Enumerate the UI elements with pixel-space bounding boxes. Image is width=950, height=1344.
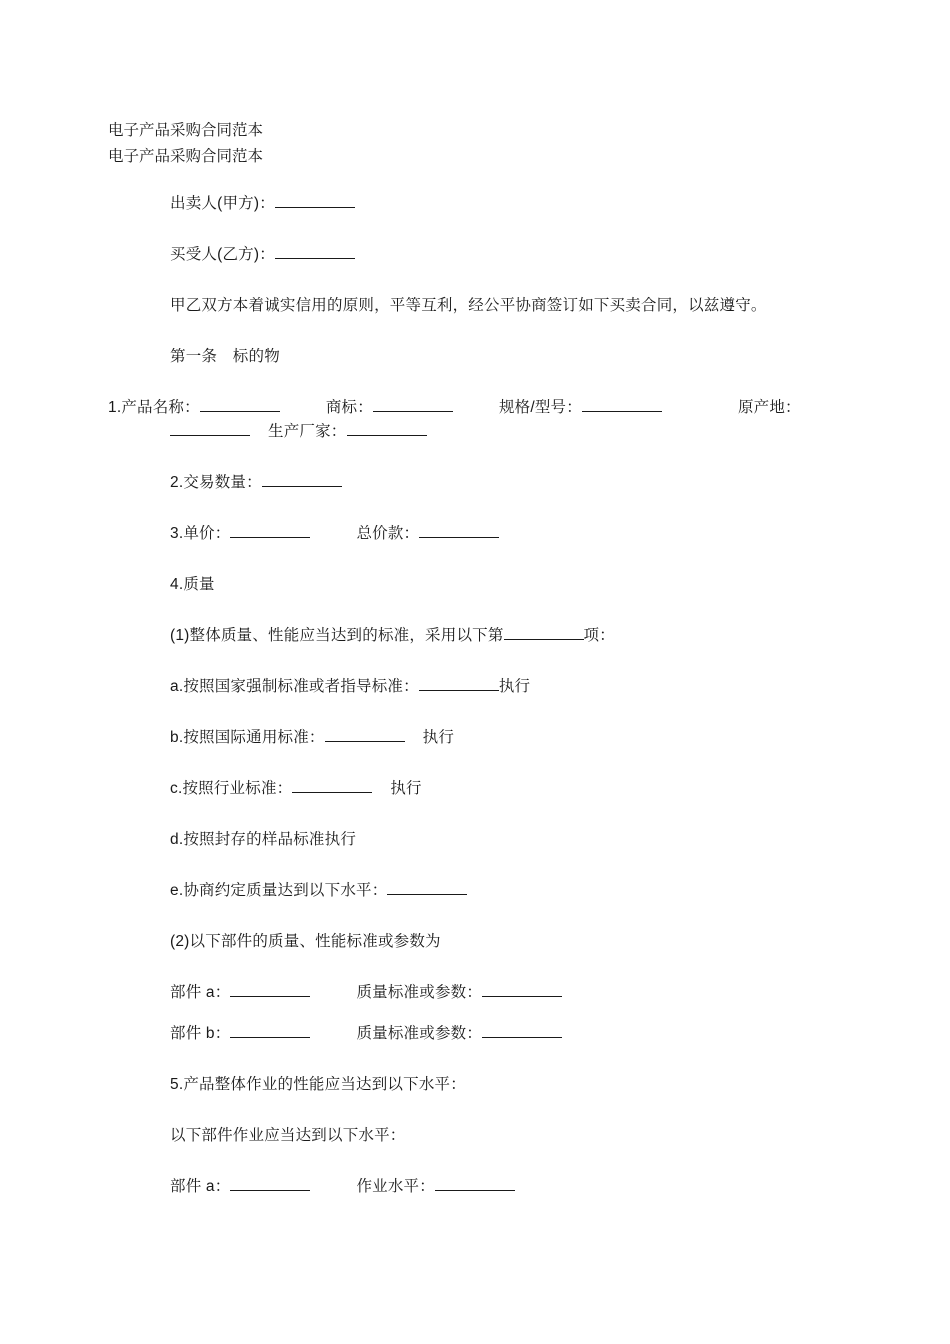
item-3-line xyxy=(170,522,858,546)
item-4-a-line xyxy=(170,675,858,699)
part-a-level-line xyxy=(170,1175,858,1199)
factory-label: 生产厂家： xyxy=(268,423,347,440)
part-b-blank[interactable] xyxy=(230,1037,310,1038)
item-4-b-line xyxy=(170,726,858,750)
buyer-line xyxy=(170,243,858,267)
document-title: 电子产品采购合同范本 xyxy=(108,122,264,139)
total-price-label: 总价款： xyxy=(356,525,420,542)
part-b-line xyxy=(170,1022,858,1046)
article-one-heading: 第一条 标的物 xyxy=(170,348,280,365)
item-4-c-line xyxy=(170,777,858,801)
industry-standard-blank[interactable] xyxy=(292,792,372,793)
unit-price-blank[interactable] xyxy=(230,537,310,538)
part-a-label: 部件 a： xyxy=(170,984,231,1001)
buyer-label: 买受人(乙方)： xyxy=(170,246,275,263)
unit-price-label: 3.单价： xyxy=(170,525,231,542)
seller-label: 出卖人(甲方)： xyxy=(170,195,275,212)
international-standard-label: b.按照国际通用标准： xyxy=(170,729,325,746)
overall-quality-label: (1)整体质量、性能应当达到的标准，采用以下第 xyxy=(170,627,504,644)
part-a-line xyxy=(170,981,858,1005)
industry-standard-suffix: 执行 xyxy=(390,780,422,797)
product-name-label: 1.产品名称： xyxy=(108,399,200,416)
national-standard-label: a.按照国家强制标准或者指导标准： xyxy=(170,678,419,695)
spec-blank[interactable] xyxy=(582,411,662,412)
item-4-1-line xyxy=(170,624,858,648)
document-subtitle: 电子产品采购合同范本 xyxy=(108,148,264,165)
overall-quality-blank[interactable] xyxy=(504,639,584,640)
spec-label: 规格/型号： xyxy=(498,399,582,416)
factory-blank[interactable] xyxy=(347,435,427,436)
part-b-standard-label: 质量标准或参数： xyxy=(356,1025,483,1042)
industry-standard-label: c.按照行业标准： xyxy=(170,780,293,797)
international-standard-blank[interactable] xyxy=(325,741,405,742)
item-4-e-line xyxy=(170,879,858,903)
item-4-d-line: d.按照封存的样品标准执行 xyxy=(170,831,357,848)
part-b-label: 部件 b： xyxy=(170,1025,231,1042)
part-a-blank[interactable] xyxy=(230,996,310,997)
part-a-level-label: 作业水平： xyxy=(356,1178,435,1195)
international-standard-suffix: 执行 xyxy=(422,729,455,746)
total-price-blank[interactable] xyxy=(419,537,499,538)
item-5-heading: 5.产品整体作业的性能应当达到以下水平： xyxy=(170,1076,466,1093)
item-4-heading: 4.质量 xyxy=(170,576,215,593)
seller-line xyxy=(170,192,858,216)
trademark-blank[interactable] xyxy=(373,411,453,412)
item-2-line xyxy=(170,471,858,495)
seller-blank[interactable] xyxy=(275,207,355,208)
part-a-standard-blank[interactable] xyxy=(482,996,562,997)
item-5-sub-heading: 以下部件作业应当达到以下水平： xyxy=(170,1127,406,1144)
agreed-quality-blank[interactable] xyxy=(387,894,467,895)
part-a-level-blank[interactable] xyxy=(435,1190,515,1191)
part-b-standard-blank[interactable] xyxy=(482,1037,562,1038)
quantity-label: 2.交易数量： xyxy=(170,474,262,491)
national-standard-suffix: 执行 xyxy=(498,678,531,695)
origin-label: 原产地： xyxy=(737,399,801,416)
item-4-2-heading: (2)以下部件的质量、性能标准或参数为 xyxy=(170,933,441,950)
part-a-label-2: 部件 a： xyxy=(170,1178,231,1195)
origin-blank[interactable] xyxy=(170,435,250,436)
part-a-standard-label: 质量标准或参数： xyxy=(356,984,483,1001)
item-1-line xyxy=(108,396,858,444)
document-body xyxy=(108,192,858,1199)
preamble-paragraph: 甲乙双方本着诚实信用的原则，平等互利，经公平协商签订如下买卖合同，以兹遵守。 xyxy=(170,297,767,314)
part-a-blank-2[interactable] xyxy=(230,1190,310,1191)
national-standard-blank[interactable] xyxy=(419,690,499,691)
quantity-blank[interactable] xyxy=(262,486,342,487)
product-name-blank[interactable] xyxy=(200,411,280,412)
agreed-quality-label: e.协商约定质量达到以下水平： xyxy=(170,882,388,899)
buyer-blank[interactable] xyxy=(275,258,355,259)
trademark-label: 商标： xyxy=(325,399,373,416)
overall-quality-suffix: 项： xyxy=(583,627,615,644)
